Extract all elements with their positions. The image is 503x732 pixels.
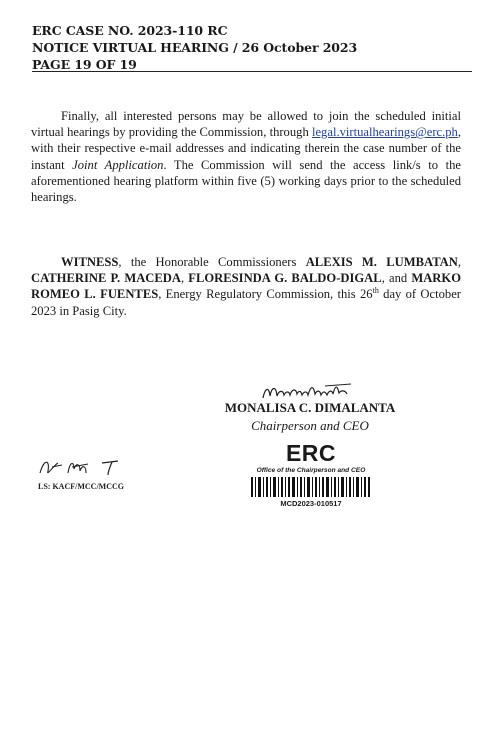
email-link[interactable]: legal.virtualhearings@erc.ph	[311, 125, 458, 140]
erc-receipt-stamp	[236, 440, 386, 508]
commissioner-name: CATHERINE P. MACEDA	[31, 271, 181, 286]
paragraph-text: day of October 2023 in Pasig City.	[31, 287, 461, 318]
initials-label: LS: KACF/MCC/MCCG	[38, 482, 124, 491]
signatory-title: Chairperson and CEO	[251, 418, 369, 433]
paragraph-text: , Energy Regulatory Commission, this 26	[158, 287, 373, 302]
separator: ,	[181, 271, 189, 286]
case-number: ERC CASE NO. 2023-110 RC	[32, 23, 228, 38]
header-rule	[32, 71, 472, 72]
ordinal-suffix: th	[372, 286, 379, 296]
paragraph-witness	[31, 254, 461, 319]
paragraph-virtual-hearing	[31, 108, 461, 205]
page-number: PAGE 19 OF 19	[32, 57, 137, 72]
erc-logo-text: ERC	[285, 440, 337, 466]
stamp-control-number: MCD2023-010517	[280, 499, 342, 508]
page-header	[32, 22, 472, 73]
handwritten-initials	[38, 455, 128, 479]
separator: , and	[381, 271, 412, 286]
paragraph-text: , with their respective e-mail addresses and indicating therein the case number of the instant	[31, 125, 461, 172]
commissioner-name: FLORESINDA G. BALDO-DIGAL	[188, 271, 382, 286]
barcode-icon	[251, 477, 371, 497]
commissioner-name: ALEXIS M. LUMBATAN	[305, 255, 458, 269]
separator: ,	[457, 255, 461, 269]
joint-application-term: Joint Application	[72, 157, 164, 172]
signature-block	[200, 378, 420, 434]
commissioner-name: MARKO ROMEO L. FUENTES	[31, 271, 461, 302]
paragraph-text: , the Honorable Commissioners	[118, 255, 306, 269]
notice-title: NOTICE VIRTUAL HEARING / 26 October 2023	[32, 40, 358, 55]
paragraph-text: . The Commission will send the access link/s to the aforementioned hearing platform within five (5) working days prior to the scheduled hearings.	[31, 157, 461, 205]
paragraph-text: Finally, all interested persons may be allowed to join the scheduled initial virtual hearings by providing the Commission, through	[31, 109, 461, 140]
signatory-name: MONALISA C. DIMALANTA	[224, 400, 396, 415]
witness-label: WITNESS	[61, 255, 119, 269]
office-label: Office of the Chairperson and CEO	[256, 467, 366, 474]
